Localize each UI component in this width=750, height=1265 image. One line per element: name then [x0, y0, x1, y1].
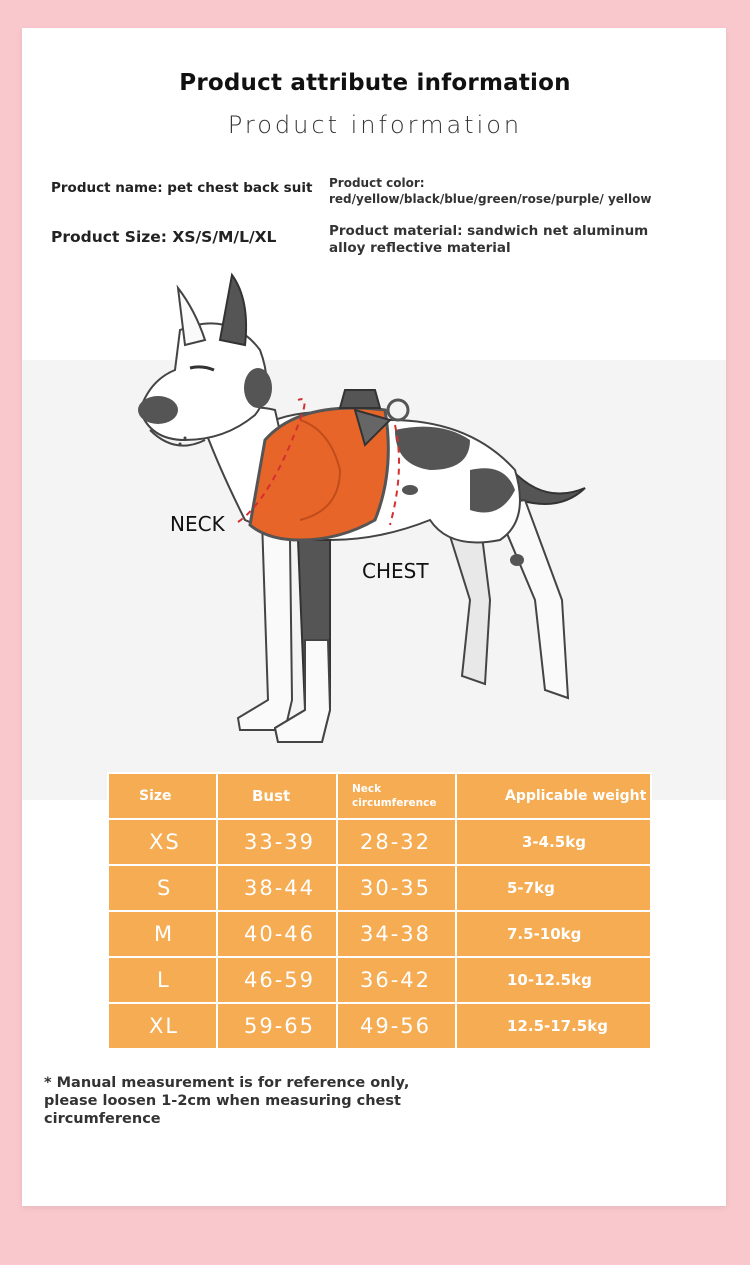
cell-weight: 10-12.5kg [507, 971, 592, 989]
size-table-header [108, 773, 651, 819]
chest-label: CHEST [362, 559, 429, 583]
header-weight: Applicable weight [505, 788, 647, 804]
product-color: Product color: red/yellow/black/blue/green/rose/purple/ yellow [329, 176, 652, 206]
cell-bust: 46-59 [244, 968, 316, 992]
table-row [108, 819, 651, 865]
size-table [107, 772, 652, 1050]
cell-weight: 3-4.5kg [522, 833, 586, 851]
table-row [108, 1003, 651, 1049]
table-row [108, 957, 651, 1003]
cell-bust: 38-44 [244, 876, 316, 900]
table-row [108, 911, 651, 957]
header-neck: Neck circumference [352, 783, 437, 809]
cell-size: L [157, 968, 171, 992]
product-size: Product Size: XS/S/M/L/XL [51, 228, 277, 246]
header-bust: Bust [252, 787, 291, 805]
neck-label: NECK [170, 512, 225, 536]
cell-neck: 30-35 [360, 876, 432, 900]
cell-size: XS [149, 830, 181, 854]
cell-neck: 34-38 [360, 922, 432, 946]
cell-neck: 28-32 [360, 830, 432, 854]
cell-bust: 59-65 [244, 1014, 316, 1038]
cell-neck: 49-56 [360, 1014, 432, 1038]
cell-size: S [157, 876, 173, 900]
header-size: Size [139, 788, 172, 804]
cell-bust: 33-39 [244, 830, 316, 854]
cell-weight: 12.5-17.5kg [507, 1017, 608, 1035]
cell-weight: 7.5-10kg [507, 925, 582, 943]
cell-size: XL [149, 1014, 180, 1038]
page-title: Product attribute information [179, 70, 571, 96]
product-material: Product material: sandwich net aluminum alloy reflective material [329, 223, 649, 256]
measurement-note-text: * Manual measurement is for reference only, please loosen 1-2cm when measuring chest circumference [44, 1075, 410, 1127]
cell-size: M [154, 922, 175, 946]
cell-neck: 36-42 [360, 968, 432, 992]
page-subtitle: Product information [227, 111, 523, 139]
measurement-note [44, 1074, 434, 1128]
product-name: Product name: pet chest back suit [51, 180, 313, 196]
cell-bust: 40-46 [244, 922, 316, 946]
cell-weight: 5-7kg [507, 879, 555, 897]
table-row [108, 865, 651, 911]
